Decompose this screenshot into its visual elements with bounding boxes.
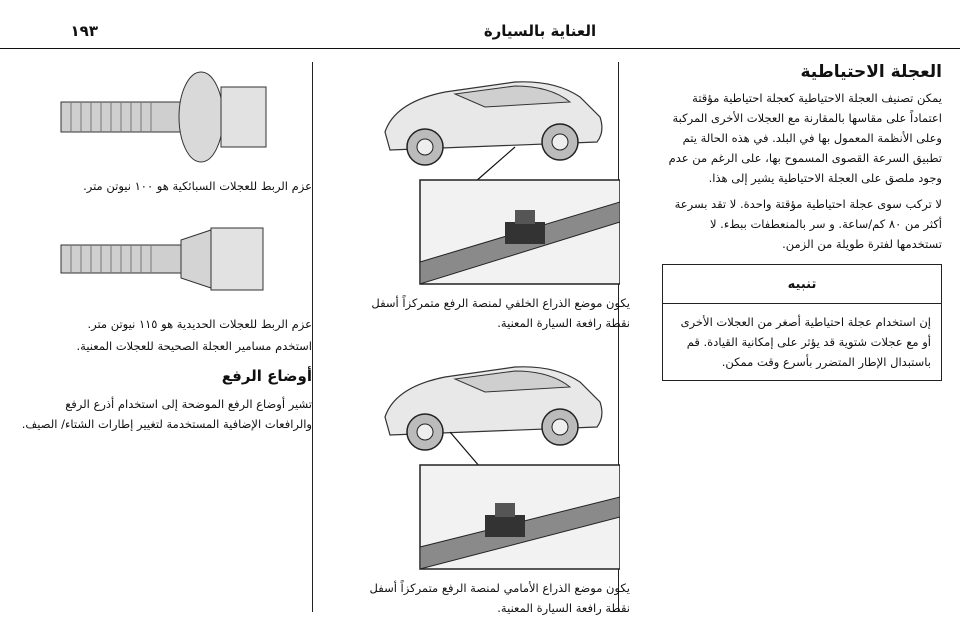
right-column xyxy=(662,62,942,381)
notice-box xyxy=(662,264,942,381)
front-lift-caption: يكون موضع الذراع الأمامي لمنصة الرفع متمركزاً أسفل نقطة رافعة السيارة المعنية. xyxy=(369,581,630,615)
alloy-torque-caption: عزم الربط للعجلات السبائكية هو ١٠٠ نيوتن متر. xyxy=(83,179,312,193)
steel-torque-caption: عزم الربط للعجلات الحديدية هو ١١٥ نيوتن متر. xyxy=(87,317,312,331)
bolt-usage-caption: استخدم مسامير العجلة الصحيحة للعجلات المعنية. xyxy=(76,339,312,353)
middle-column xyxy=(355,62,630,618)
lifting-positions-paragraph: تشير أوضاع الرفع الموضحة إلى استخدام أذرع الرفع والرافعات الإضافية المستخدمة لتغيير إطارات الشتاء/ الصيف. xyxy=(21,397,312,431)
lifting-positions-heading: أوضاع الرفع xyxy=(221,367,312,385)
page-number: ١٩٣ xyxy=(70,22,98,40)
notice-text: إن استخدام عجلة احتياطية أصغر من العجلات الأخرى أو مع عجلات شتوية قد يؤثر على إمكانية القيادة. قم باستبدال الإطار المتضرر بأسرع وقت ممكن. xyxy=(680,315,931,369)
alloy-wheel-bolt-illustration xyxy=(51,62,281,172)
spare-wheel-heading: العجلة الاحتياطية xyxy=(800,62,942,82)
left-column xyxy=(20,62,312,440)
column-divider-left xyxy=(312,62,313,612)
spare-wheel-paragraph-1: يمكن تصنيف العجلة الاحتياطية كعجلة احتياطية مؤقتة اعتماداً على مقاسها بالمقارنة مع العجلات الأخرى المركبة وعلى الأنظمة المعمول بها في البلد. في هذه الحالة يتم تطبيق السرعة القصوى المسموح بها، على الرغم من عدم وجود ملصق على العجلة الاحتياطية يشير إلى هذا. xyxy=(668,91,942,185)
page-header xyxy=(0,0,960,48)
front-lift-point-illustration xyxy=(365,347,620,572)
rear-lift-point-illustration xyxy=(365,62,620,287)
header-rule xyxy=(0,48,960,49)
rear-lift-caption: يكون موضع الذراع الخلفي لمنصة الرفع متمركزاً أسفل نقطة رافعة السيارة المعنية. xyxy=(371,296,630,330)
steel-wheel-bolt-illustration xyxy=(51,210,281,310)
page-title: العناية بالسيارة xyxy=(483,22,597,40)
notice-title: تنبيه xyxy=(663,265,941,304)
spare-wheel-paragraph-2: لا تركب سوى عجلة احتياطية مؤقتة واحدة. لا تقد بسرعة أكثر من ٨٠ كم/ساعة. و سر بالمنعطفات ببطء. لا تستخدمها لفترة طويلة من الزمن. xyxy=(674,197,942,251)
